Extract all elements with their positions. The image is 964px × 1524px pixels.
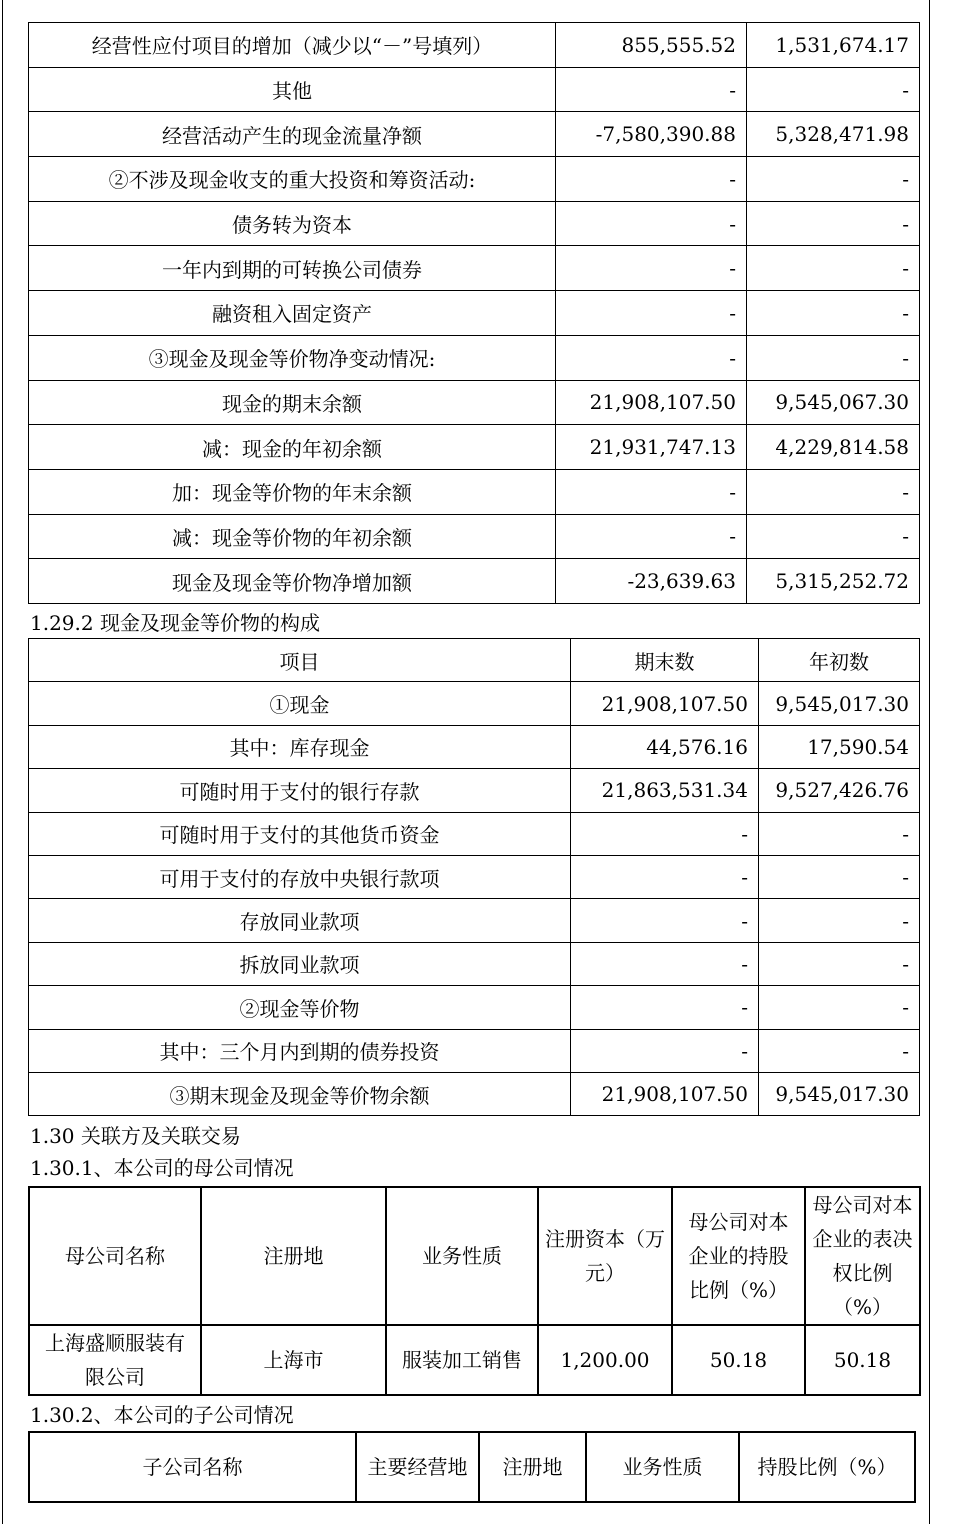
current-period-value: 21,908,107.50 <box>556 380 747 425</box>
page-left-border <box>2 0 3 1524</box>
year-begin-value: 17,590.54 <box>759 725 920 768</box>
current-period-value: -23,639.63 <box>556 559 747 604</box>
row-label: ③期末现金及现金等价物余额 <box>29 1072 571 1115</box>
header-business-nature: 业务性质 <box>586 1432 739 1502</box>
table-row <box>29 1325 920 1395</box>
previous-period-value: 4,229,814.58 <box>747 425 920 470</box>
current-period-value: - <box>556 157 747 202</box>
table-header-row <box>29 1187 920 1325</box>
table-row <box>29 559 920 604</box>
table-header-row <box>29 639 920 682</box>
year-begin-value: - <box>759 942 920 985</box>
table-row <box>29 380 920 425</box>
period-end-value: - <box>571 942 759 985</box>
table-row <box>29 812 920 855</box>
year-begin-value: - <box>759 855 920 898</box>
table-row <box>29 725 920 768</box>
table-row <box>29 769 920 812</box>
header-period-end: 期末数 <box>571 639 759 682</box>
row-label: ③现金及现金等价物净变动情况: <box>29 335 556 380</box>
year-begin-value: 9,545,017.30 <box>759 1072 920 1115</box>
table-row <box>29 425 920 470</box>
period-end-value: - <box>571 812 759 855</box>
table-row <box>29 157 920 202</box>
table-row <box>29 246 920 291</box>
row-label: 加：现金等价物的年末余额 <box>29 469 556 514</box>
period-end-value: 21,863,531.34 <box>571 769 759 812</box>
previous-period-value: - <box>747 246 920 291</box>
cash-equivalents-table <box>28 638 920 1116</box>
header-registered-place: 注册地 <box>201 1187 386 1325</box>
parent-voting: 50.18 <box>805 1325 920 1395</box>
header-item: 项目 <box>29 639 571 682</box>
section-heading-1-29-2: 1.29.2 现金及现金等价物的构成 <box>30 611 320 635</box>
row-label: 可随时用于支付的银行存款 <box>29 769 571 812</box>
year-begin-value: - <box>759 812 920 855</box>
table-row <box>29 201 920 246</box>
cash-flow-supplement-table <box>28 22 920 604</box>
table-row <box>29 682 920 725</box>
page-right-border <box>929 0 930 1524</box>
row-label: ①现金 <box>29 682 571 725</box>
row-label: 存放同业款项 <box>29 899 571 942</box>
parent-capital: 1,200.00 <box>538 1325 672 1395</box>
row-label: 其他 <box>29 67 556 112</box>
year-begin-value: - <box>759 899 920 942</box>
previous-period-value: 9,545,067.30 <box>747 380 920 425</box>
previous-period-value: 5,315,252.72 <box>747 559 920 604</box>
previous-period-value: - <box>747 157 920 202</box>
header-registered-capital: 注册资本（万元） <box>538 1187 672 1325</box>
table-row <box>29 986 920 1029</box>
row-label: 现金及现金等价物净增加额 <box>29 559 556 604</box>
period-end-value: - <box>571 986 759 1029</box>
previous-period-value: - <box>747 291 920 336</box>
table-row <box>29 469 920 514</box>
year-begin-value: - <box>759 986 920 1029</box>
current-period-value: - <box>556 246 747 291</box>
previous-period-value: - <box>747 469 920 514</box>
parent-company-table <box>28 1186 921 1396</box>
header-registered-place: 注册地 <box>479 1432 586 1502</box>
row-label: 减：现金的年初余额 <box>29 425 556 470</box>
current-period-value: - <box>556 514 747 559</box>
previous-period-value: - <box>747 201 920 246</box>
parent-name: 上海盛顺服装有限公司 <box>29 1325 201 1395</box>
period-end-value: - <box>571 899 759 942</box>
row-label: 其中：库存现金 <box>29 725 571 768</box>
parent-place: 上海市 <box>201 1325 386 1395</box>
table-row <box>29 67 920 112</box>
table-row <box>29 291 920 336</box>
parent-shareholding: 50.18 <box>672 1325 805 1395</box>
period-end-value: - <box>571 855 759 898</box>
row-label: 经营活动产生的现金流量净额 <box>29 112 556 157</box>
header-business-nature: 业务性质 <box>386 1187 538 1325</box>
table-row <box>29 855 920 898</box>
current-period-value: 21,931,747.13 <box>556 425 747 470</box>
year-begin-value: 9,527,426.76 <box>759 769 920 812</box>
table-row <box>29 1029 920 1072</box>
previous-period-value: - <box>747 67 920 112</box>
year-begin-value: 9,545,017.30 <box>759 682 920 725</box>
current-period-value: - <box>556 469 747 514</box>
header-shareholding-ratio: 持股比例（%） <box>739 1432 915 1502</box>
row-label: 可用于支付的存放中央银行款项 <box>29 855 571 898</box>
table-row <box>29 1072 920 1115</box>
row-label: ②现金等价物 <box>29 986 571 1029</box>
current-period-value: - <box>556 201 747 246</box>
section-heading-1-30-1: 1.30.1、本公司的母公司情况 <box>30 1156 294 1180</box>
period-end-value: - <box>571 1029 759 1072</box>
row-label: 融资租入固定资产 <box>29 291 556 336</box>
table-row <box>29 112 920 157</box>
period-end-value: 21,908,107.50 <box>571 1072 759 1115</box>
row-label: 一年内到期的可转换公司债券 <box>29 246 556 291</box>
period-end-value: 44,576.16 <box>571 725 759 768</box>
current-period-value: -7,580,390.88 <box>556 112 747 157</box>
row-label: ②不涉及现金收支的重大投资和筹资活动: <box>29 157 556 202</box>
table-row <box>29 335 920 380</box>
header-parent-name: 母公司名称 <box>29 1187 201 1325</box>
current-period-value: - <box>556 67 747 112</box>
year-begin-value: - <box>759 1029 920 1072</box>
table-row <box>29 899 920 942</box>
subsidiary-table <box>28 1431 916 1503</box>
row-label: 拆放同业款项 <box>29 942 571 985</box>
table-row <box>29 23 920 68</box>
previous-period-value: - <box>747 335 920 380</box>
current-period-value: - <box>556 335 747 380</box>
current-period-value: - <box>556 291 747 336</box>
period-end-value: 21,908,107.50 <box>571 682 759 725</box>
header-year-begin: 年初数 <box>759 639 920 682</box>
row-label: 经营性应付项目的增加（减少以“－”号填列） <box>29 23 556 68</box>
table-row <box>29 514 920 559</box>
previous-period-value: 5,328,471.98 <box>747 112 920 157</box>
row-label: 现金的期末余额 <box>29 380 556 425</box>
row-label: 债务转为资本 <box>29 201 556 246</box>
row-label: 减：现金等价物的年初余额 <box>29 514 556 559</box>
section-heading-1-30-2: 1.30.2、本公司的子公司情况 <box>30 1403 294 1427</box>
header-voting-ratio: 母公司对本企业的表决权比例（%） <box>805 1187 920 1325</box>
row-label: 其中：三个月内到期的债券投资 <box>29 1029 571 1072</box>
previous-period-value: 1,531,674.17 <box>747 23 920 68</box>
row-label: 可随时用于支付的其他货币资金 <box>29 812 571 855</box>
parent-business: 服装加工销售 <box>386 1325 538 1395</box>
section-heading-1-30: 1.30 关联方及关联交易 <box>30 1124 241 1148</box>
table-header-row <box>29 1432 915 1502</box>
table-row <box>29 942 920 985</box>
previous-period-value: - <box>747 514 920 559</box>
current-period-value: 855,555.52 <box>556 23 747 68</box>
header-main-operation-place: 主要经营地 <box>356 1432 479 1502</box>
header-subsidiary-name: 子公司名称 <box>29 1432 356 1502</box>
header-shareholding-ratio: 母公司对本企业的持股比例（%） <box>672 1187 805 1325</box>
